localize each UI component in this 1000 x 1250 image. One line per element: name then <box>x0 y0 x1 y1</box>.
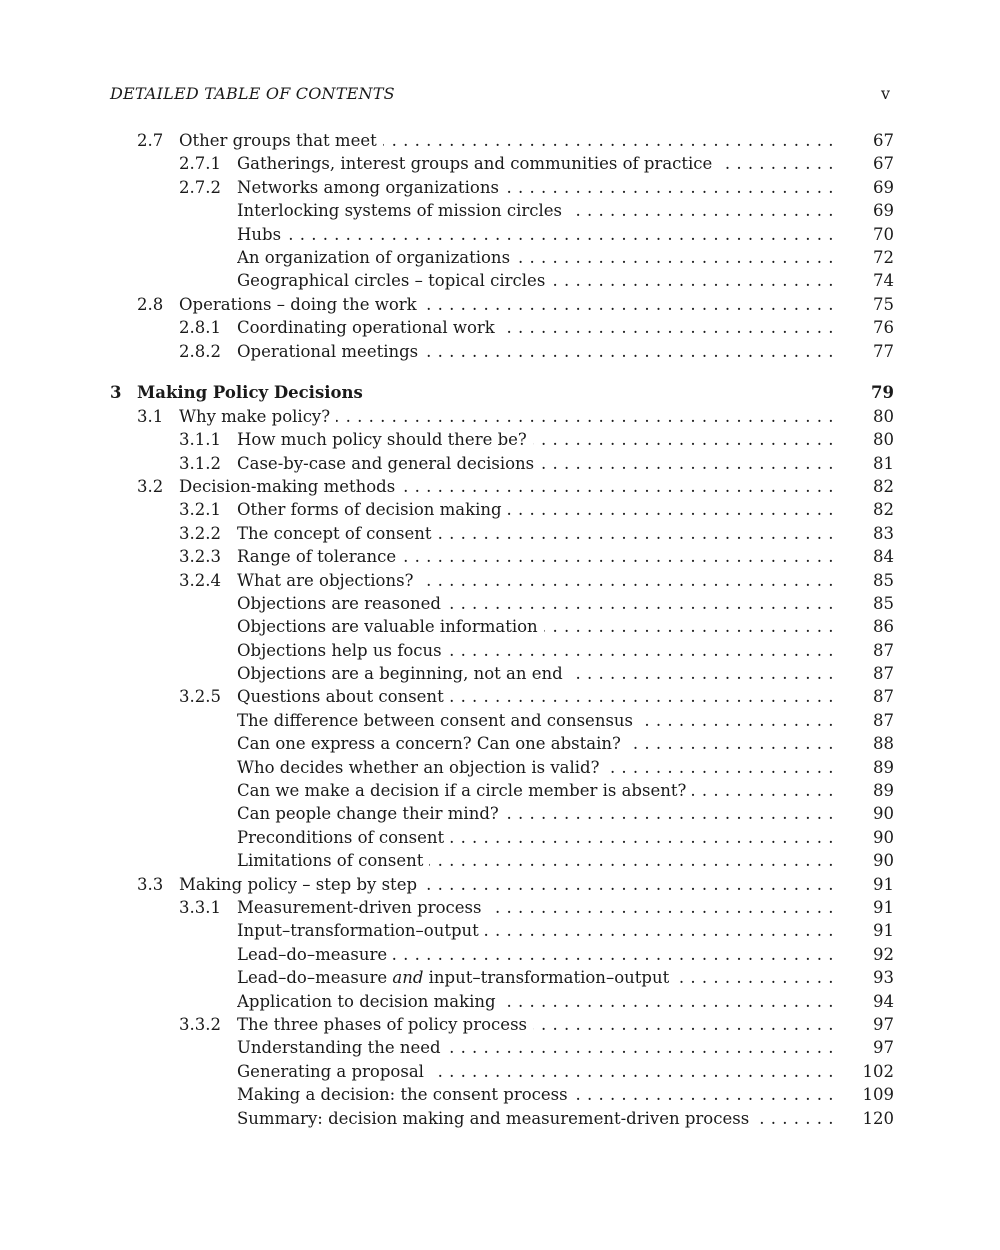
toc-entry-page: 85 <box>873 570 894 590</box>
toc-entry-title: Can we make a decision if a circle member is absent? . . . <box>237 779 834 802</box>
toc-entry[interactable] <box>110 990 894 1013</box>
toc-entry-title: Other forms of decision making . . . <box>237 498 834 521</box>
toc-entry-number: 2.8 <box>137 294 164 314</box>
toc-entry-title: Questions about consent . . . <box>237 685 834 708</box>
toc-entry-title-part: input–transformation–output <box>423 968 670 988</box>
toc-entry-number: 3.2.2 <box>179 523 221 543</box>
toc-entry-page: 97 <box>873 1014 894 1034</box>
toc-entry[interactable] <box>110 498 894 521</box>
toc-entry-title: Case-by-case and general decisions . . . <box>237 452 834 475</box>
toc-entry-page: 82 <box>873 500 894 520</box>
toc-entry-page: 89 <box>873 781 894 801</box>
toc-entry-page: 67 <box>873 154 894 174</box>
toc-entry-title: Geographical circles – topical circles . . . <box>237 269 834 292</box>
toc-entry-title: Why make policy? . . . <box>179 405 834 428</box>
toc-entry-title: Can one express a concern? Can one abstain? . . . <box>237 732 834 755</box>
toc-entry-page: 90 <box>873 851 894 871</box>
toc-entry-title: Other groups that meet . . . <box>179 129 834 152</box>
toc-entry[interactable] <box>110 685 894 708</box>
toc-entry-page: 82 <box>873 476 894 496</box>
toc-entry-page: 85 <box>873 593 894 613</box>
toc-entry[interactable] <box>110 269 894 292</box>
toc-entry-page: 76 <box>873 318 894 338</box>
toc-entry[interactable] <box>110 802 894 825</box>
toc-entry-page: 79 <box>871 383 894 403</box>
toc-entry[interactable] <box>110 129 894 152</box>
toc-entry-title: Limitations of consent . . . <box>237 849 834 872</box>
toc-entry-title: Measurement-driven process . . . <box>237 896 834 919</box>
toc-entry[interactable] <box>110 1036 894 1059</box>
toc-entry-number: 2.7 <box>137 131 164 150</box>
toc-entry-number: 3.3.2 <box>179 1014 221 1034</box>
toc-entry-title: Making a decision: the consent process . . . <box>237 1083 834 1106</box>
toc-entry-title: Making Policy Decisions <box>137 381 834 404</box>
toc-entry[interactable] <box>110 1083 894 1106</box>
toc-entry[interactable] <box>110 223 894 246</box>
toc-entry[interactable] <box>110 966 894 989</box>
toc-entry[interactable] <box>110 569 894 592</box>
toc-entry-page: 77 <box>873 341 894 361</box>
toc-entry-title: Understanding the need . . . <box>237 1036 834 1059</box>
toc-entry-page: 67 <box>873 131 894 150</box>
toc-entry[interactable] <box>110 452 894 475</box>
toc-entry[interactable] <box>110 756 894 779</box>
toc-entry[interactable] <box>110 316 894 339</box>
toc-entry-page: 90 <box>873 827 894 847</box>
toc-entry[interactable] <box>110 1107 894 1130</box>
toc-entry-page: 91 <box>873 898 894 917</box>
toc-entry-number: 2.7.2 <box>179 177 221 197</box>
toc-entry[interactable] <box>110 732 894 755</box>
toc-entry-page: 94 <box>873 991 894 1011</box>
toc-entry[interactable] <box>110 522 894 545</box>
toc-entry-title-part: and <box>392 968 424 988</box>
toc-entry-page: 86 <box>873 617 894 637</box>
toc-entry-number: 3.2.3 <box>179 547 221 567</box>
toc-entry-page: 92 <box>873 944 894 964</box>
toc-entry[interactable] <box>110 662 894 685</box>
toc-entry-number: 2.7.1 <box>179 154 221 174</box>
toc-entry-page: 89 <box>873 757 894 777</box>
toc-entry-title: Objections are valuable information . . . <box>237 615 834 638</box>
toc-entry[interactable] <box>110 293 894 316</box>
toc-entry-number: 3.1.1 <box>179 430 221 450</box>
toc-entry-title: Objections are a beginning, not an end . . . <box>237 662 834 685</box>
toc-entry-title: An organization of organizations . . . <box>237 246 834 269</box>
toc-entry-page: 88 <box>873 734 894 754</box>
toc-entry-title: How much policy should there be? . . . <box>237 428 834 451</box>
toc-entry-page: 81 <box>873 453 894 473</box>
toc-entry-page: 97 <box>873 1038 894 1058</box>
toc-entry-title: Summary: decision making and measurement-driven process . . . <box>237 1107 834 1130</box>
toc-entry-page: 87 <box>873 687 894 707</box>
toc-entry[interactable] <box>110 152 894 175</box>
toc-entry-title: Coordinating operational work . . . <box>237 316 834 339</box>
toc-entry-page: 102 <box>862 1061 894 1081</box>
toc-entry-number: 3.1 <box>137 406 164 426</box>
toc-entry-title: Gatherings, interest groups and communities of practice . . . <box>237 152 834 175</box>
toc-entry-page: 91 <box>873 874 894 894</box>
toc-entry-title: What are objections? . . . <box>237 569 834 592</box>
toc-entry-title: Lead–do–measure . . . <box>237 943 834 966</box>
toc-entry[interactable] <box>110 615 894 638</box>
toc-entry-title: Range of tolerance . . . <box>237 545 834 568</box>
toc-entry-title: Decision-making methods . . . <box>179 475 834 498</box>
toc-entry-page: 87 <box>873 710 894 730</box>
toc-entry-page: 109 <box>862 1085 894 1105</box>
toc-entry[interactable] <box>110 1013 894 1036</box>
page-number: v <box>880 84 890 103</box>
running-header-title: DETAILED TABLE OF CONTENTS <box>110 84 395 103</box>
toc-entry[interactable] <box>110 779 894 802</box>
toc-entry-number: 2.8.2 <box>179 341 221 361</box>
running-header <box>110 82 890 106</box>
toc-entry-page: 74 <box>873 271 894 291</box>
toc-entry-title: Hubs . . . <box>237 223 834 246</box>
toc-entry-page: 69 <box>873 201 894 221</box>
toc-entry-page: 120 <box>862 1108 894 1128</box>
toc-entry-number: 3.2.1 <box>179 500 221 520</box>
toc-entry-title: Input–transformation–output . . . <box>237 919 834 942</box>
toc-entry-title: Interlocking systems of mission circles . . . <box>237 199 834 222</box>
toc-chapter-entry[interactable] <box>110 381 894 404</box>
toc-entry-number: 2.8.1 <box>179 318 221 338</box>
toc-entry-title: Who decides whether an objection is valid? . . . <box>237 756 834 779</box>
toc-entry-page: 87 <box>873 664 894 684</box>
toc-entry[interactable] <box>110 545 894 568</box>
toc-entry-title: Objections are reasoned . . . <box>237 592 834 615</box>
toc-entry[interactable] <box>110 639 894 662</box>
toc-entry-page: 83 <box>873 523 894 543</box>
toc-entry-page: 80 <box>873 406 894 426</box>
toc-entry-page: 90 <box>873 804 894 824</box>
toc-entry-title: Preconditions of consent . . . <box>237 826 834 849</box>
toc-entry-page: 87 <box>873 640 894 660</box>
toc-entry-number: 3.2.5 <box>179 687 221 707</box>
toc-entry-title: Can people change their mind? . . . <box>237 802 834 825</box>
toc-entry[interactable] <box>110 849 894 872</box>
toc-entry[interactable] <box>110 428 894 451</box>
toc-entry-page: 93 <box>873 968 894 988</box>
toc-entry-page: 84 <box>873 547 894 567</box>
toc-entry[interactable] <box>110 475 894 498</box>
toc-entry-number: 3.3.1 <box>179 898 221 917</box>
toc-entry-title: Making policy – step by step . . . <box>179 873 834 896</box>
toc-entry[interactable] <box>110 873 894 896</box>
toc-entry[interactable] <box>110 176 894 199</box>
toc-entry-title <box>237 966 834 989</box>
toc-entry-title: Operations – doing the work . . . <box>179 293 834 316</box>
toc-entry-title: Application to decision making . . . <box>237 990 834 1013</box>
toc-entry[interactable] <box>110 592 894 615</box>
toc-entry-page: 75 <box>873 294 894 314</box>
toc-entry-title: Networks among organizations . . . <box>237 176 834 199</box>
toc-entry-number: 3.1.2 <box>179 453 221 473</box>
toc-entry-title: The three phases of policy process . . . <box>237 1013 834 1036</box>
toc-entry[interactable] <box>110 246 894 269</box>
toc-entry[interactable] <box>110 919 894 942</box>
toc-entry[interactable] <box>110 896 894 919</box>
toc-entry-title: Objections help us focus . . . <box>237 639 834 662</box>
toc-entry-number: 3.2 <box>137 476 164 496</box>
toc-entry-title: Operational meetings . . . <box>237 340 834 363</box>
toc-entry-title: The concept of consent . . . <box>237 522 834 545</box>
table-of-contents <box>110 129 894 1130</box>
toc-entry-page: 72 <box>873 247 894 267</box>
toc-entry[interactable] <box>110 1060 894 1083</box>
toc-entry-number: 3 <box>110 383 122 403</box>
toc-entry-title-part: Lead–do–measure <box>237 968 393 988</box>
toc-entry-page: 69 <box>873 177 894 197</box>
toc-entry-title: The difference between consent and consensus . . . <box>237 709 834 732</box>
toc-entry[interactable] <box>110 709 894 732</box>
toc-entry[interactable] <box>110 826 894 849</box>
toc-entry-title: Generating a proposal . . . <box>237 1060 834 1083</box>
toc-entry[interactable] <box>110 405 894 428</box>
toc-entry[interactable] <box>110 340 894 363</box>
toc-entry-number: 3.3 <box>137 874 164 894</box>
toc-entry-page: 80 <box>873 430 894 450</box>
toc-entry[interactable] <box>110 199 894 222</box>
toc-entry[interactable] <box>110 943 894 966</box>
toc-entry-number: 3.2.4 <box>179 570 221 590</box>
toc-entry-page: 91 <box>873 921 894 941</box>
toc-entry-page: 70 <box>873 224 894 244</box>
